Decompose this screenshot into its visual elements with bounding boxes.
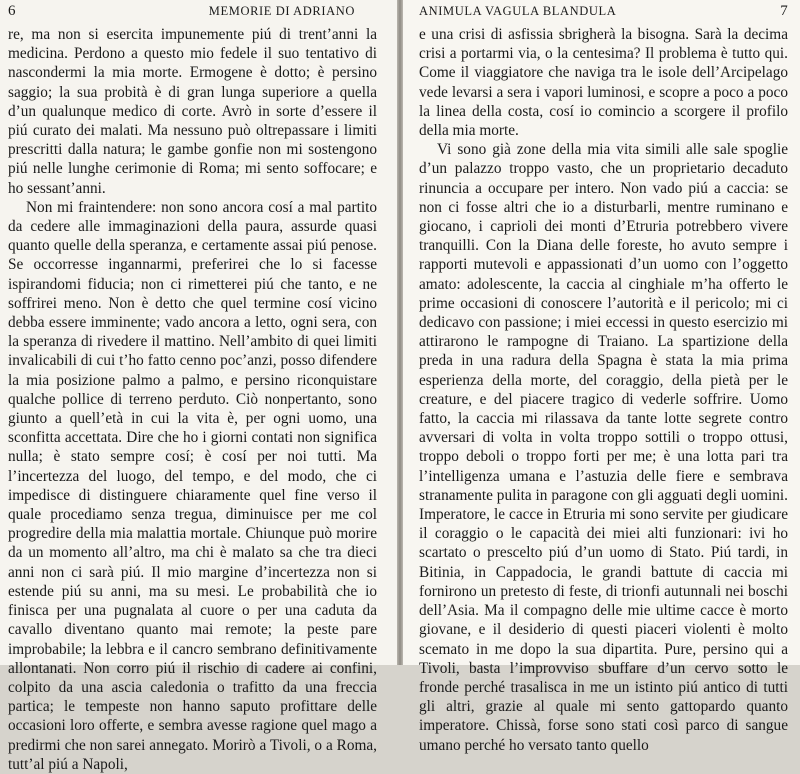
paragraph: Non mi fraintendere: non sono ancora cosí a mal partito da cedere alle immaginazioni della paura, assurde quasi quanto quelle della speranza, e certamente assai piú penose. Se occorresse ingannarmi, preferirei che lo si facesse ispirandomi fiducia; non ci rimetterei piú che tanto, e ne soffrirei meno. Non è detto che quel termine cosí vicino debba essere imminente; vado ancora a letto, ogni sera, con la speranza di rivedere il mattino. Nell’ambito di quei limiti invalicabili di cui t’ho fatto cenno poc’anzi, posso difendere la mia posizione palmo a palmo, e persino riconquistare qualche pollice di terreno perduto. Ciò nonpertanto, sono giunto a quell’età in cui la vita è, per ogni uomo, una sconfitta accettata. Dire che ho i giorni contati non significa nulla; è stato sempre cosí; è cosí per noi tutti. Ma l’incertezza del luogo, del tempo, e del modo, che ci impedisce di distinguere chiaramente quel fine verso il quale procediamo senza tregua, diminuisce per me col progredire della mia malattia mortale. Chiunque può morire da un momento all’altro, ma chi è malato sa che tra dieci anni non ci sarà piú. Il mio margine d’incertezza non si estende piú su anni, ma su mesi. Le probabilità che io finisca per una pugnalata al cuore o per una caduta da cavallo diventano quanto mai remote; la peste pare improbabile; la lebbra e il cancro sembrano definitivamente allontanati. Non corro piú il rischio di cadere ai confini, colpito da una ascia caledonia o trafitto da una freccia partica; le tempeste non hanno saputo profittare delle occasioni loro offerte, e sembra avesse ragione quel mago a predirmi che non sarei annegato. Morirò a Tivoli, o a Roma, tutt’al piú a Napoli, (8, 198, 377, 773)
left-page-header (8, 3, 377, 25)
page-number: 7 (780, 3, 788, 19)
right-page-header (419, 3, 788, 25)
running-head: ANIMULA VAGULA BLANDULA (419, 4, 617, 18)
running-head: MEMORIE DI ADRIANO (208, 4, 355, 18)
paragraph: e una crisi di asfissia sbrigherà la bisogna. Sarà la decima crisi a portarmi via, o la centesima? Il problema è tutto qui. Come il viaggiatore che naviga tra le isole dell’Arcipelago vede levarsi a sera i vapori luminosi, e scopre a poco a poco la linea della costa, cosí io comincio a scorgere il profilo della mia morte. (419, 26, 788, 140)
left-page-body (8, 25, 377, 774)
paragraph: Vi sono già zone della mia vita simili alle sale spoglie d’un palazzo troppo vasto, che un proprietario decaduto rinuncia a occupare per intero. Non vado piú a caccia: se non ci fosse altri che io a disturbarli, mentre ruminano e giocano, i caprioli dei monti d’Etruria potrebbero vivere tranquilli. Con la Diana delle foreste, ho avuto sempre i rapporti mutevoli e appassionati d’un uomo con l’oggetto amato: adolescente, la caccia al cinghiale m’ha offerto le prime occasioni di conoscere l’autorità e il pericolo; mi ci dedicavo con passione; i miei eccessi in questo esercizio mi attirarono le rampogne di Traiano. La spartizione della preda in una radura della Spagna è stata la mia prima esperienza della morte, del coraggio, della pietà per le creature, e del piacere tragico di vederle soffrire. Uomo fatto, la caccia mi rilassava da tante lotte segrete contro avversari di volta in volta troppo sottili o troppo ottusi, troppo deboli o troppo forti per me; è una lotta pari tra l’intelligenza umana e l’astuzia delle fiere e sembrava stranamente pulita in paragone con gli agguati degli uomini. Imperatore, le cacce in Etruria mi sono servite per giudicare il coraggio o le capacità dei miei alti funzionari: ivi ho scartato o prescelto piú d’un uomo di Stato. Piú tardi, in Bitinia, in Cappadocia, le grandi battute di caccia mi fornirono un pretesto di feste, di trionfi autunnali nei boschi dell’Asia. Ma il compagno delle mie ultime cacce è morto giovane, e il desiderio di questi piaceri violenti è molto scemato in me dopo la sua dipartita. Pure, persino qui a Tivoli, basta l’improvviso sbuffare d’un cervo sotto le fronde perché trasalisca in me un istinto piú antico di tutti gli altri, grazie al quale mi sento gattopardo quanto imperatore. Chissà, forse sono stati così parco di sangue umano perché ho versato tanto quello (419, 141, 788, 754)
left-page (0, 0, 397, 773)
page-number: 6 (8, 3, 16, 19)
paragraph: re, ma non si esercita impunemente piú di trent’anni la medicina. Perdono a questo mio fedele il suo tentativo di nascondermi la mia morte. Ermogene è dotto; è persino saggio; la sua probità è di gran lunga superiore a quella d’un qualunque medico di corte. Avrò in sorte d’essere il piú curato dei malati. Ma nessuno può oltrepassare i limiti prescritti dalla natura; le gambe gonfie non mi sostengono piú nelle lunghe cerimonie di Roma; mi sento soffocare; e ho sessant’anni. (8, 26, 377, 197)
right-page (403, 0, 800, 754)
right-page-body (419, 25, 788, 755)
